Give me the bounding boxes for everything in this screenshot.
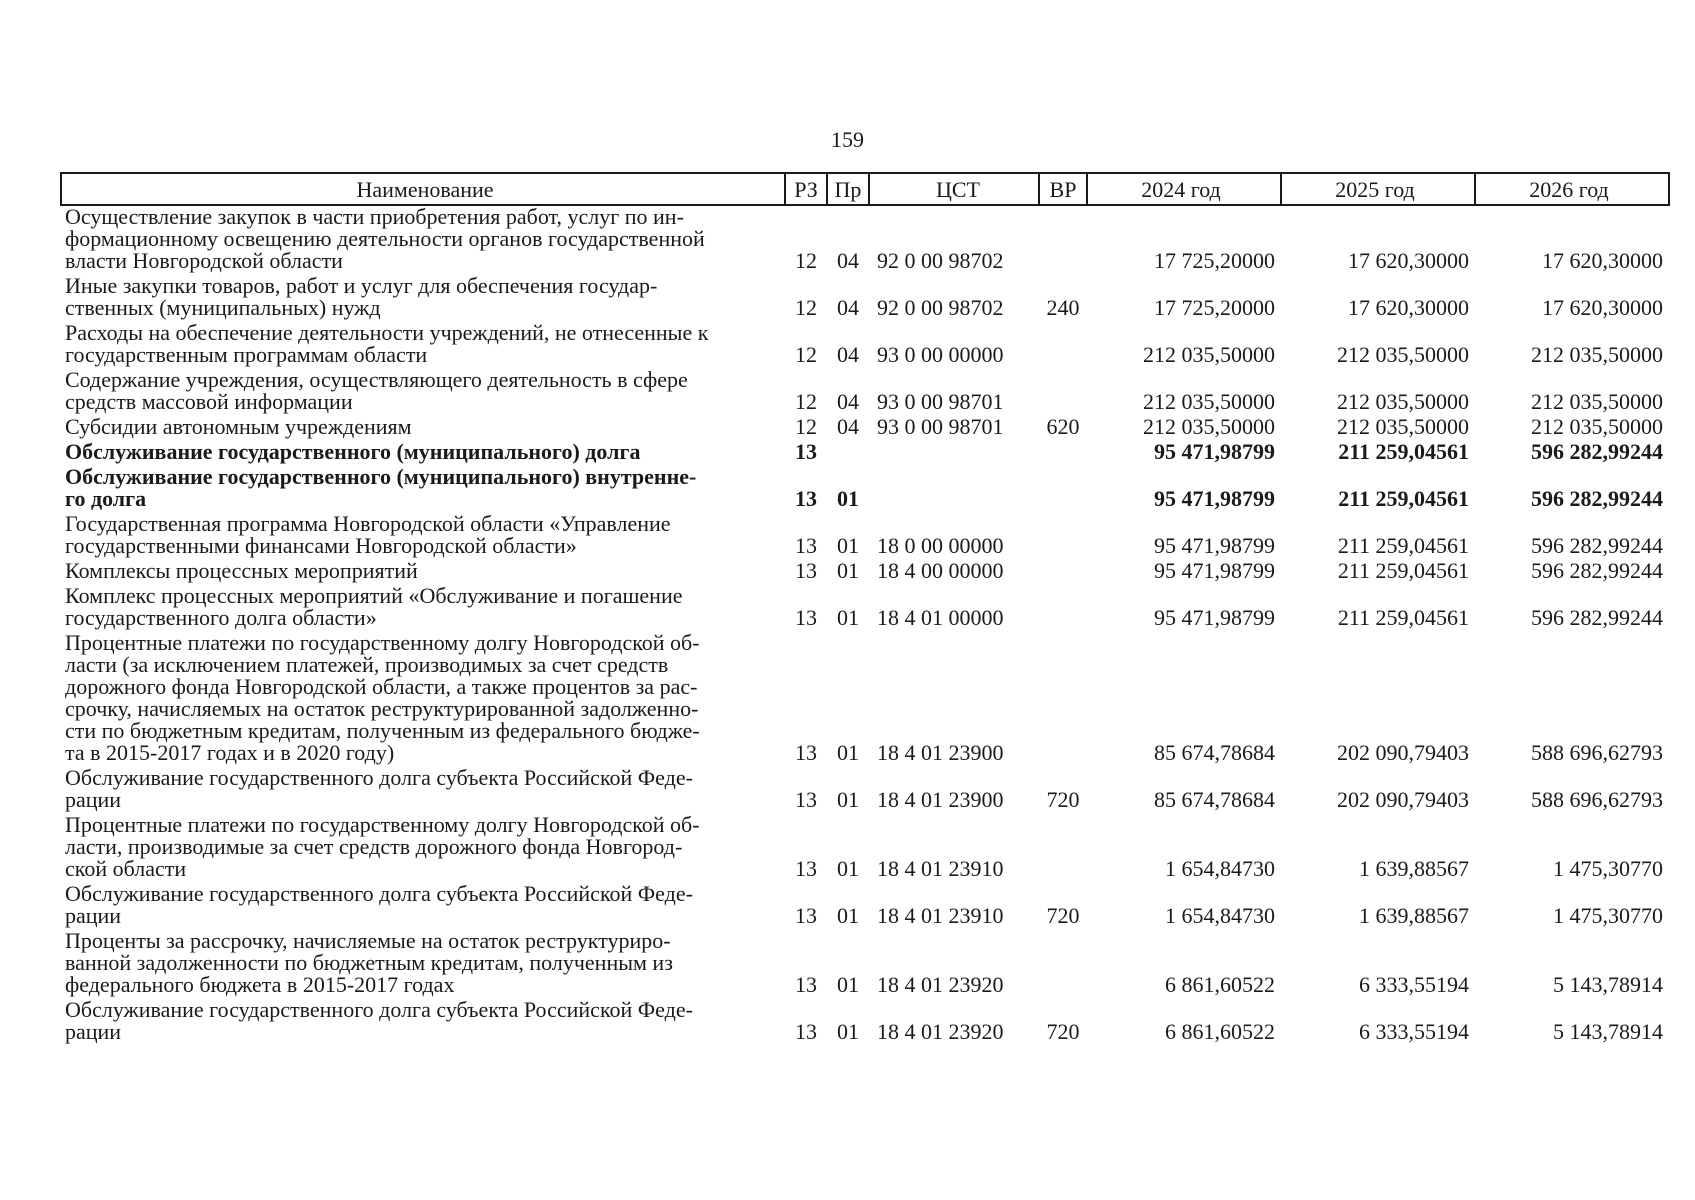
row-name: Расходы на обеспечение деятельности учреждений, не отнесенные к государственным программам области [65, 320, 709, 367]
row-value-2025: 211 259,04561 [1337, 533, 1469, 558]
table-row [61, 930, 1669, 999]
row-vr [1039, 930, 1087, 999]
row-value-2025: 1 639,88567 [1359, 903, 1469, 928]
table-row [61, 416, 1669, 441]
row-rz: 13 [795, 558, 817, 583]
row-value-2026: 212 035,50000 [1531, 342, 1663, 367]
row-rz: 12 [795, 248, 817, 273]
row-value-2024: 17 725,20000 [1154, 248, 1275, 273]
row-vr [1039, 205, 1087, 275]
row-name: Процентные платежи по государственному долгу Новгородской об- ласти, производимые за счет средств дорожного фонда Новгород- ской области [65, 812, 700, 881]
row-value-2025: 202 090,79403 [1337, 740, 1469, 765]
row-pr: 04 [837, 389, 859, 414]
row-cst: 18 4 01 23910 [877, 856, 1004, 881]
row-vr [1039, 513, 1087, 560]
table-row [61, 632, 1669, 767]
header-vr: ВР [1039, 173, 1087, 205]
row-name: Осуществление закупок в части приобретения работ, услуг по ин- формационному освещению деятельности органов государственной власти Новгородской области [65, 204, 705, 273]
row-value-2025: 212 035,50000 [1337, 342, 1469, 367]
row-value-2026: 17 620,30000 [1542, 248, 1663, 273]
table-row [61, 585, 1669, 632]
table-row [61, 883, 1669, 930]
row-name: Комплекс процессных мероприятий «Обслуживание и погашение государственного долга области» [65, 583, 683, 630]
header-2024: 2024 год [1087, 173, 1281, 205]
row-cst: 18 4 01 00000 [877, 605, 1004, 630]
row-cst: 18 4 00 00000 [877, 558, 1004, 583]
row-cst [869, 441, 1039, 466]
row-value-2025: 202 090,79403 [1337, 787, 1469, 812]
row-rz: 12 [795, 414, 817, 439]
row-rz: 13 [795, 605, 817, 630]
row-name: Содержание учреждения, осуществляющего деятельность в сфере средств массовой информации [65, 367, 688, 414]
budget-table [60, 172, 1670, 1046]
row-value-2025: 17 620,30000 [1348, 248, 1469, 273]
row-name: Субсидии автономным учреждениям [65, 414, 412, 439]
row-value-2025: 211 259,04561 [1337, 605, 1469, 630]
row-vr [1039, 369, 1087, 416]
header-2025: 2025 год [1281, 173, 1475, 205]
row-value-2025: 211 259,04561 [1338, 486, 1469, 511]
row-pr: 01 [837, 1019, 859, 1044]
row-value-2024: 95 471,98799 [1154, 533, 1275, 558]
row-value-2026: 17 620,30000 [1542, 295, 1663, 320]
row-vr [1039, 585, 1087, 632]
row-pr: 01 [837, 787, 859, 812]
row-value-2026: 596 282,99244 [1531, 439, 1663, 464]
row-value-2026: 588 696,62793 [1531, 787, 1663, 812]
row-rz: 12 [795, 295, 817, 320]
row-name: Иные закупки товаров, работ и услуг для обеспечения государ- ственных (муниципальных) нужд [65, 273, 658, 320]
row-pr: 01 [837, 903, 859, 928]
row-pr: 01 [837, 740, 859, 765]
table-row [61, 999, 1669, 1046]
row-vr [1039, 560, 1087, 585]
row-value-2025: 212 035,50000 [1337, 389, 1469, 414]
row-name: Процентные платежи по государственному долгу Новгородской об- ласти (за исключением платежей, производимых за счет средств дорожного фонда Новгородской области, а также процентов за рас- срочку, начисляемых на остаток реструктурированной задолженно- сти по бюджетным кредитам, полученным из федерального бюдже- та в 2015-2017 годах и в 2020 году) [65, 630, 700, 765]
header-2026: 2026 год [1475, 173, 1669, 205]
row-cst: 18 0 00 00000 [877, 533, 1004, 558]
row-cst: 92 0 00 98702 [877, 295, 1004, 320]
row-value-2024: 95 471,98799 [1154, 605, 1275, 630]
row-pr: 01 [837, 486, 859, 511]
row-pr: 04 [837, 295, 859, 320]
row-value-2026: 596 282,99244 [1531, 605, 1663, 630]
row-vr: 240 [1046, 295, 1080, 320]
row-rz: 13 [795, 533, 817, 558]
row-value-2024: 95 471,98799 [1154, 558, 1275, 583]
row-vr [1039, 814, 1087, 883]
row-vr: 720 [1046, 1019, 1080, 1044]
row-pr: 04 [837, 248, 859, 273]
header-rz: РЗ [785, 173, 827, 205]
row-cst: 18 4 01 23920 [877, 1019, 1004, 1044]
table-header-row [61, 173, 1669, 205]
table-row [61, 275, 1669, 322]
row-vr [1039, 632, 1087, 767]
header-pr: Пр [827, 173, 869, 205]
row-name: Обслуживание государственного (муниципального) внутренне- го долга [65, 464, 697, 511]
row-pr: 01 [837, 533, 859, 558]
row-cst: 18 4 01 23900 [877, 740, 1004, 765]
row-value-2024: 6 861,60522 [1165, 1019, 1275, 1044]
row-value-2025: 1 639,88567 [1359, 856, 1469, 881]
row-rz: 13 [795, 740, 817, 765]
row-pr: 01 [837, 856, 859, 881]
row-cst: 18 4 01 23900 [877, 787, 1004, 812]
row-rz: 13 [795, 903, 817, 928]
row-value-2024: 212 035,50000 [1143, 342, 1275, 367]
row-rz: 13 [795, 486, 817, 511]
row-value-2024: 1 654,84730 [1165, 903, 1275, 928]
row-cst: 93 0 00 98701 [877, 389, 1004, 414]
row-cst: 93 0 00 98701 [877, 414, 1004, 439]
row-vr: 720 [1046, 903, 1080, 928]
table-row [61, 466, 1669, 513]
row-value-2024: 17 725,20000 [1154, 295, 1275, 320]
row-value-2026: 212 035,50000 [1531, 414, 1663, 439]
row-value-2024: 212 035,50000 [1143, 414, 1275, 439]
table-row [61, 205, 1669, 275]
row-value-2024: 85 674,78684 [1154, 740, 1275, 765]
table-row [61, 322, 1669, 369]
row-rz: 12 [795, 389, 817, 414]
row-value-2024: 95 471,98799 [1154, 486, 1275, 511]
row-cst: 93 0 00 00000 [877, 342, 1004, 367]
table-row [61, 767, 1669, 814]
row-name: Обслуживание государственного долга субъекта Российской Феде- рации [65, 881, 693, 928]
row-name: Государственная программа Новгородской области «Управление государственными финансами Новгородской области» [65, 511, 671, 558]
row-vr: 720 [1046, 787, 1080, 812]
row-value-2025: 17 620,30000 [1348, 295, 1469, 320]
row-value-2026: 1 475,30770 [1553, 903, 1663, 928]
row-name: Обслуживание государственного долга субъекта Российской Феде- рации [65, 997, 693, 1044]
header-name: Наименование [61, 173, 785, 205]
row-pr [827, 441, 869, 466]
row-rz: 13 [795, 1019, 817, 1044]
row-cst: 92 0 00 98702 [877, 248, 1004, 273]
row-rz: 13 [795, 856, 817, 881]
row-value-2024: 85 674,78684 [1154, 787, 1275, 812]
row-rz: 13 [795, 972, 817, 997]
row-value-2025: 211 259,04561 [1338, 439, 1469, 464]
page-number: 159 [831, 127, 864, 152]
row-value-2026: 596 282,99244 [1531, 533, 1663, 558]
table-row [61, 513, 1669, 560]
row-pr: 01 [837, 558, 859, 583]
row-value-2024: 95 471,98799 [1154, 439, 1275, 464]
row-cst [869, 466, 1039, 513]
row-vr [1039, 441, 1087, 466]
row-value-2026: 596 282,99244 [1531, 558, 1663, 583]
row-value-2025: 6 333,55194 [1359, 1019, 1469, 1044]
row-value-2026: 5 143,78914 [1553, 972, 1663, 997]
row-cst: 18 4 01 23920 [877, 972, 1004, 997]
row-name: Проценты за рассрочку, начисляемые на остаток реструктуриро- ванной задолженности по бюджетным кредитам, полученным из федерального бюджета в 2015-2017 годах [65, 928, 673, 997]
row-pr: 01 [837, 972, 859, 997]
row-value-2025: 212 035,50000 [1337, 414, 1469, 439]
row-value-2025: 211 259,04561 [1337, 558, 1469, 583]
row-name: Обслуживание государственного (муниципального) долга [65, 439, 641, 464]
row-value-2026: 588 696,62793 [1531, 740, 1663, 765]
row-value-2024: 6 861,60522 [1165, 972, 1275, 997]
table-row [61, 369, 1669, 416]
row-value-2024: 1 654,84730 [1165, 856, 1275, 881]
row-pr: 01 [837, 605, 859, 630]
row-value-2024: 212 035,50000 [1143, 389, 1275, 414]
row-value-2026: 5 143,78914 [1553, 1019, 1663, 1044]
row-value-2026: 1 475,30770 [1553, 856, 1663, 881]
table-row [61, 814, 1669, 883]
header-cst: ЦСТ [869, 173, 1039, 205]
row-pr: 04 [837, 414, 859, 439]
row-name: Обслуживание государственного долга субъекта Российской Феде- рации [65, 765, 693, 812]
table-row [61, 560, 1669, 585]
row-rz: 13 [795, 787, 817, 812]
table-row [61, 441, 1669, 466]
row-pr: 04 [837, 342, 859, 367]
row-value-2025: 6 333,55194 [1359, 972, 1469, 997]
row-vr: 620 [1046, 414, 1080, 439]
row-value-2026: 596 282,99244 [1531, 486, 1663, 511]
row-vr [1039, 466, 1087, 513]
row-rz: 12 [795, 342, 817, 367]
row-vr [1039, 322, 1087, 369]
row-cst: 18 4 01 23910 [877, 903, 1004, 928]
row-value-2026: 212 035,50000 [1531, 389, 1663, 414]
table-body [61, 205, 1669, 1046]
row-rz: 13 [795, 439, 817, 464]
row-name: Комплексы процессных мероприятий [65, 558, 418, 583]
